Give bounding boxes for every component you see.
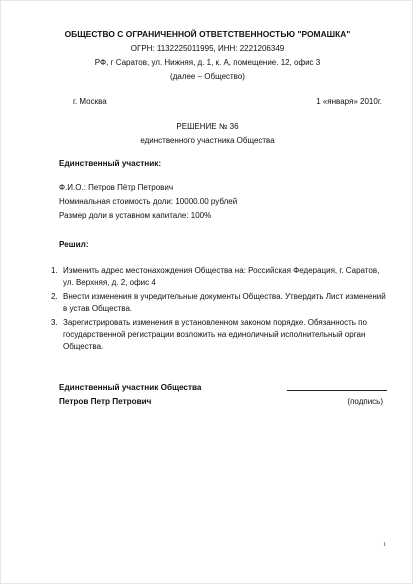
document-date: 1 «января» 2010г.	[316, 97, 382, 106]
list-item-text: Изменить адрес местонахождения Общества на: Российская Федерация, г. Саратов, ул. Верхняя, д. 2, офис 4	[63, 266, 380, 288]
participant-nominal-value: Номинальная стоимость доли: 10000.00 рублей	[59, 197, 238, 206]
participant-fio: Ф.И.О.: Петров Пётр Петрович	[59, 183, 174, 192]
list-item-text: Зарегистрировать изменения в установленном законом порядке. Обязанность по государственной регистрации возложить на единоличный исполнительный орган Общества.	[63, 317, 367, 352]
place-date-row	[73, 97, 382, 107]
company-header	[1, 29, 413, 82]
company-name: ОБЩЕСТВО С ОГРАНИЧЕННОЙ ОТВЕТСТВЕННОСТЬЮ "РОМАШКА"	[64, 29, 351, 39]
company-address: РФ, г Саратов, ул. Нижняя, д. 1, к. А, помещение. 12, офис 3	[94, 57, 321, 67]
decision-title: РЕШЕНИЕ № 36	[176, 122, 239, 131]
signature-name-row	[59, 397, 389, 411]
list-item-number: 2.	[51, 291, 58, 301]
list-item-text: Внести изменения в учредительные документы Общества. Утвердить Лист изменений в устав Общества.	[63, 291, 386, 314]
participant-section-title: Единственный участник:	[59, 159, 162, 168]
signature-caption: (подпись)	[347, 397, 383, 406]
decision-subtitle: единственного участника Общества	[140, 136, 275, 145]
list-item	[51, 265, 391, 290]
signature-role-row	[59, 383, 389, 397]
participant-details	[59, 183, 237, 225]
list-item	[51, 317, 391, 354]
resolution-list	[51, 265, 391, 355]
decision-heading	[1, 122, 413, 146]
signature-line	[287, 390, 387, 391]
resolved-section-title: Решил:	[59, 240, 89, 249]
company-alias: (далее – Общество)	[170, 71, 245, 81]
list-item-number: 3.	[51, 317, 58, 327]
signer-role: Единственный участник Общества	[59, 383, 202, 392]
list-item-number: 1.	[51, 266, 58, 275]
list-item	[51, 291, 391, 316]
participant-share-size: Размер доли в уставном капитале: 100%	[59, 211, 212, 220]
company-registration-ids: ОГРН: 1132225011995, ИНН: 2221206349	[130, 43, 285, 53]
signature-block	[59, 383, 389, 411]
document-place: г. Москва	[73, 97, 107, 106]
signer-name: Петров Петр Петрович	[59, 397, 152, 406]
page-number: 1	[383, 541, 386, 548]
